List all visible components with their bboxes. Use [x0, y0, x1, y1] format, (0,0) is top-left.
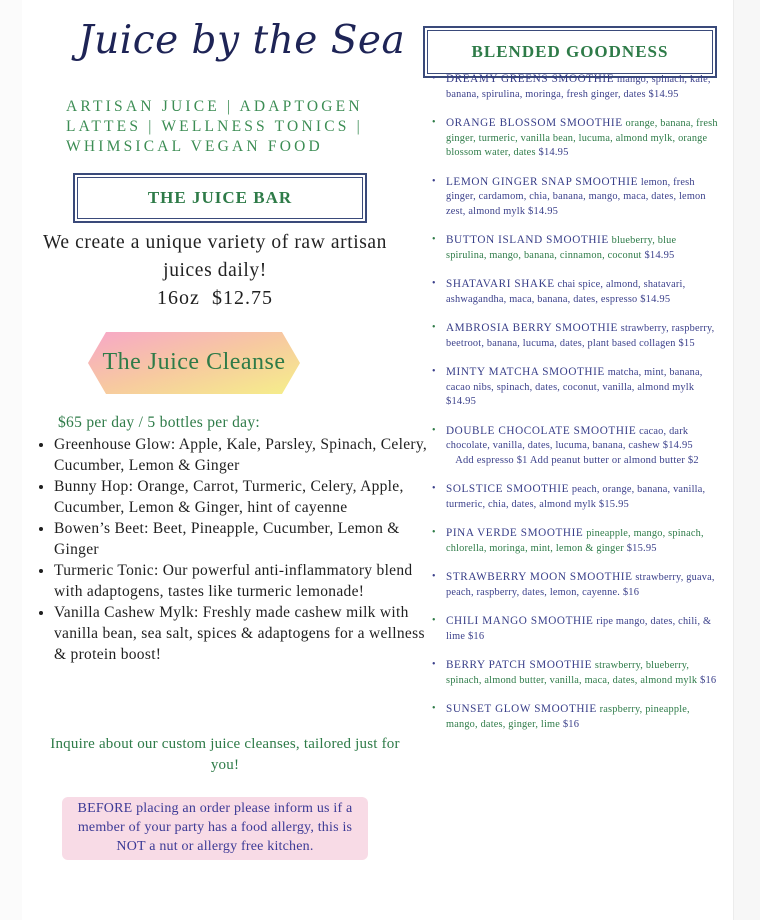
smoothie-name: SOLSTICE SMOOTHIE — [446, 483, 570, 495]
smoothie-name: PINA VERDE SMOOTHIE — [446, 527, 584, 539]
list-item — [428, 482, 718, 512]
smoothie-name: DOUBLE CHOCOLATE SMOOTHIE — [446, 424, 637, 437]
smoothie-price: $14.95 — [528, 205, 559, 217]
smoothie-name: MINTY MATCHA SMOOTHIE — [446, 366, 605, 378]
smoothie-price: $16 — [562, 718, 580, 730]
smoothie-ingredients: ripe mango, dates, chili, & lime — [446, 616, 712, 642]
bullet-icon: • — [432, 278, 436, 289]
smoothie-name: DREAMY GREENS SMOOTHIE — [446, 73, 615, 85]
allergy-notice: BEFORE placing an order please inform us if a member of your party has a food allergy, this is NOT a nut or allergy free kitchen. — [62, 797, 368, 860]
list-item — [428, 614, 718, 644]
list-item — [428, 321, 718, 351]
smoothie-ingredients: strawberry, blueberry, spinach, almond butter, vanilla, maca, dates, almond mylk — [446, 660, 698, 686]
juice-price: $12.75 — [211, 287, 273, 309]
list-item — [428, 233, 718, 263]
smoothie-name: SHATAVARI SHAKE — [446, 278, 555, 290]
smoothie-price: $14.95 — [662, 440, 693, 451]
smoothie-name: LEMON GINGER SNAP SMOOTHIE — [446, 175, 639, 188]
smoothie-ingredients: blueberry, blue spirulina, mango, banana, cinnamon, coconut — [446, 235, 677, 261]
list-item — [428, 72, 718, 102]
smoothie-price: $16 — [700, 674, 717, 686]
smoothie-ingredients: orange, banana, fresh ginger, turmeric, vanilla bean, lucuma, almond mylk, orange blossom water, dates — [446, 118, 718, 158]
list-item: • Bunny Hop: Orange, Carrot, Turmeric, Celery, Apple, Cucumber, Lemon & Ginger, hint of cayenne — [54, 476, 430, 518]
smoothie-price: $16 — [622, 586, 640, 598]
list-item: • Turmeric Tonic: Our powerful anti-inflammatory blend with adaptogens, tastes like turmeric lemonade! — [54, 560, 430, 602]
smoothie-name: BUTTON ISLAND SMOOTHIE — [446, 234, 609, 246]
list-item: • Greenhouse Glow: Apple, Kale, Parsley, Spinach, Celery, Cucumber, Lemon & Ginger — [54, 434, 430, 476]
smoothie-list — [428, 72, 718, 732]
smoothie-name: AMBROSIA BERRY SMOOTHIE — [446, 322, 618, 334]
page-edge-left — [0, 0, 22, 920]
smoothie-ingredients: cacao, dark chocolate, vanilla, dates, lucuma, banana, cashew — [446, 425, 689, 451]
bullet-icon: • — [432, 73, 436, 84]
smoothie-ingredients: chai spice, almond, shatavari, ashwagandha, maca, banana, dates, espresso — [446, 279, 686, 305]
list-item — [428, 277, 718, 307]
list-item — [428, 702, 718, 732]
blended-goodness-header: BLENDED GOODNESS — [423, 26, 717, 78]
page-edge-right — [733, 0, 760, 920]
cleanse-badge: The Juice Cleanse — [102, 349, 286, 375]
bullet-icon: • — [432, 483, 436, 494]
bullet-icon: • — [432, 703, 436, 714]
bullet-icon: • — [432, 322, 436, 333]
brand-title: Juice by the Sea — [78, 18, 406, 63]
smoothie-name: ORANGE BLOSSOM SMOOTHIE — [446, 117, 623, 129]
smoothie-ingredients: mango, spinach, kale, banana, spirulina, moringa, fresh ginger, dates — [446, 74, 711, 100]
bullet-icon: • — [432, 234, 436, 245]
smoothie-ingredients: peach, orange, banana, vanilla, turmeric, chia, dates, almond mylk — [446, 484, 706, 510]
smoothie-price: $16 — [467, 630, 485, 642]
smoothie-ingredients: raspberry, pineapple, mango, dates, ginger, lime — [446, 704, 690, 730]
list-item — [428, 175, 718, 220]
smoothie-name: SUNSET GLOW SMOOTHIE — [446, 703, 597, 715]
list-item — [428, 116, 718, 161]
smoothie-price: $15 — [678, 337, 695, 349]
list-item — [428, 526, 718, 556]
bullet-icon: • — [432, 366, 436, 377]
smoothie-price: $14.95 — [648, 88, 679, 100]
juice-bar-header: THE JUICE BAR — [73, 173, 367, 223]
custom-cleanse-note: Inquire about our custom juice cleanses, tailored just for you! — [50, 736, 400, 773]
bullet-icon: • — [432, 527, 436, 538]
smoothie-price: $14.95 — [538, 147, 569, 158]
smoothie-ingredients: pineapple, mango, spinach, chlorella, moringa, mint, lemon & ginger — [446, 528, 704, 554]
smoothie-ingredients: strawberry, guava, peach, raspberry, dates, lemon, cayenne. — [446, 572, 715, 598]
bullet-icon: • — [432, 117, 436, 128]
list-item: • Vanilla Cashew Mylk: Freshly made cashew milk with vanilla bean, sea salt, spices & adaptogens for a wellness & protein boost! — [54, 602, 430, 665]
smoothie-name: CHILI MANGO SMOOTHIE — [446, 615, 594, 627]
cleanse-price-line: $65 per day / 5 bottles per day: — [58, 414, 261, 431]
list-item: • Bowen’s Beet: Beet, Pineapple, Cucumber, Lemon & Ginger — [54, 518, 430, 560]
juice-size: 16oz — [157, 287, 200, 309]
smoothie-price: $14.95 — [446, 396, 477, 407]
smoothie-price: $14.95 — [644, 249, 675, 261]
bullet-icon: • — [432, 659, 436, 670]
list-item — [428, 658, 718, 688]
smoothie-ingredients: strawberry, raspberry, beetroot, banana, lucuma, dates, plant based collagen — [446, 323, 715, 349]
smoothie-price: $15.95 — [598, 498, 629, 510]
juice-bar-intro: We create a unique variety of raw artisan juices daily! — [42, 232, 388, 281]
brand-tagline: ARTISAN JUICE | ADAPTOGEN LATTES | WELLNESS TONICS | WHIMSICAL VEGAN FOOD — [66, 98, 363, 155]
cleanse-list — [34, 434, 430, 665]
smoothie-name: STRAWBERRY MOON SMOOTHIE — [446, 571, 633, 583]
list-item — [428, 365, 718, 410]
bullet-icon: • — [432, 175, 436, 187]
smoothie-ingredients: lemon, fresh ginger, cardamom, chia, banana, mango, maca, dates, lemon zest, almond mylk — [446, 176, 706, 217]
bullet-icon: • — [432, 571, 436, 582]
list-item — [428, 570, 718, 600]
list-item — [428, 424, 718, 469]
smoothie-name: BERRY PATCH SMOOTHIE — [446, 659, 593, 671]
smoothie-addon: Add espresso $1 Add peanut butter or almond butter $2 — [455, 454, 699, 466]
juice-bar-price-line — [40, 287, 390, 310]
smoothie-price: $15.95 — [626, 542, 657, 554]
smoothie-ingredients: matcha, mint, banana, cacao nibs, spinach, dates, coconut, vanilla, almond mylk — [446, 367, 703, 393]
bullet-icon: • — [432, 424, 436, 436]
bullet-icon: • — [432, 615, 436, 626]
smoothie-price: $14.95 — [640, 293, 671, 305]
